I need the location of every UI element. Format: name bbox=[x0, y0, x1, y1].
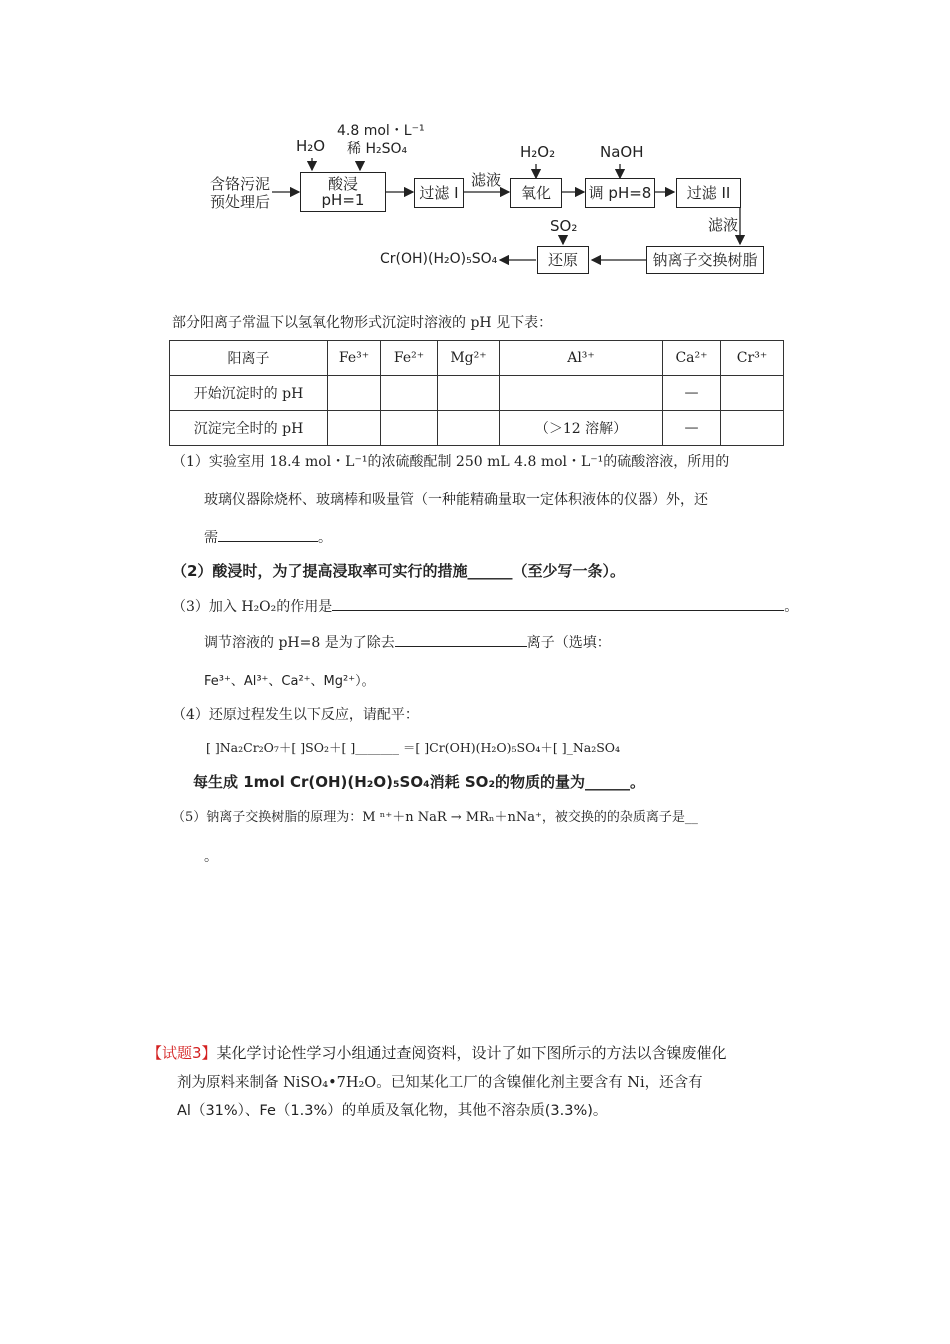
problem-3-line-3: Al（31%）、Fe（1.3%）的单质及氧化物，其他不溶杂质(3.3%)。 bbox=[177, 1103, 608, 1119]
table-cell bbox=[721, 411, 784, 446]
acid-label-1: 4.8 mol・L⁻¹ bbox=[337, 123, 425, 139]
precipitation-table bbox=[169, 340, 784, 446]
problem-3-tag: 【试题3】 bbox=[147, 1044, 217, 1062]
table-header-cell: Mg²⁺ bbox=[438, 341, 500, 376]
input-label-1: 含铬污泥 bbox=[210, 175, 271, 193]
table-cell bbox=[381, 411, 438, 446]
table-header-row bbox=[170, 341, 784, 376]
table-header-cell: Fe²⁺ bbox=[381, 341, 438, 376]
question-1-line-1: （1）实验室用 18.4 mol・L⁻¹的浓硫酸配制 250 mL 4.8 mol・L⁻¹的硫酸溶液，所用的 bbox=[172, 454, 730, 470]
table-cell: — bbox=[663, 376, 721, 411]
answer-blank bbox=[395, 632, 527, 647]
adjust-ph-label: 调 pH=8 bbox=[588, 183, 652, 202]
question-1-line-3-suffix: 。 bbox=[318, 530, 332, 546]
table-row bbox=[170, 411, 784, 446]
table-header-cell: Fe³⁺ bbox=[328, 341, 381, 376]
table-cell bbox=[438, 376, 500, 411]
table-cell: — bbox=[663, 411, 721, 446]
table-cell bbox=[381, 376, 438, 411]
filter-1-box bbox=[414, 178, 464, 208]
so2-label: SO₂ bbox=[550, 217, 578, 235]
table-cell: 沉淀完全时的 pH bbox=[170, 411, 328, 446]
h2o-label: H₂O bbox=[296, 137, 326, 155]
intro-text: 部分阳离子常温下以氢氧化物形式沉淀时溶液的 pH 见下表： bbox=[172, 315, 553, 331]
problem-3-line-2: 剂为原料来制备 NiSO₄•7H₂O。已知某化工厂的含镍催化剂主要含有 Ni，还含有 bbox=[177, 1075, 703, 1091]
h2o2-label: H₂O₂ bbox=[520, 143, 556, 161]
oxidize-label: 氧化 bbox=[520, 183, 551, 202]
ion-exchange-label: 钠离子交换树脂 bbox=[652, 250, 758, 269]
question-3b-suffix: 离子（选填： bbox=[526, 635, 611, 651]
table-header-cell: Al³⁺ bbox=[500, 341, 663, 376]
acid-label-2: 稀 H₂SO₄ bbox=[347, 141, 408, 157]
filtrate-label-2: 滤液 bbox=[708, 216, 739, 234]
filtrate-label-1: 滤液 bbox=[471, 171, 502, 189]
filter-2-box bbox=[676, 178, 741, 208]
answer-blank bbox=[332, 596, 784, 611]
question-1-line-3-prefix: 需 bbox=[204, 530, 218, 546]
question-3 bbox=[172, 596, 798, 616]
adjust-ph-box bbox=[585, 178, 655, 208]
question-4: （4）还原过程发生以下反应，请配平： bbox=[172, 707, 419, 723]
table-cell: （＞12 溶解） bbox=[500, 411, 663, 446]
question-4b: 每生成 1mol Cr(OH)(H₂O)₅SO₄消耗 SO₂的物质的量为______。 bbox=[193, 773, 646, 791]
acid-leach-ph: pH=1 bbox=[321, 191, 365, 209]
question-3b-prefix: 调节溶液的 pH=8 是为了除去 bbox=[204, 635, 395, 651]
filter-1-label: 过滤 I bbox=[419, 183, 459, 202]
question-3-suffix: 。 bbox=[784, 599, 799, 615]
input-label-2: 预处理后 bbox=[210, 193, 271, 211]
question-3-prefix: （3）加入 H₂O₂的作用是 bbox=[172, 599, 333, 615]
question-1-line-3 bbox=[204, 527, 332, 547]
table-cell bbox=[438, 411, 500, 446]
question-1-line-2: 玻璃仪器除烧杯、玻璃棒和吸量管（一种能精确量取一定体积液体的仪器）外，还 bbox=[204, 492, 708, 508]
question-2: （2）酸浸时，为了提高浸取率可实行的措施______（至少写一条）。 bbox=[172, 562, 625, 580]
question-5-line-2: 。 bbox=[204, 849, 218, 865]
ion-exchange-box bbox=[646, 246, 764, 274]
question-3c: Fe³⁺、Al³⁺、Ca²⁺、Mg²⁺）。 bbox=[204, 674, 375, 689]
table-header-cell: Ca²⁺ bbox=[663, 341, 721, 376]
table-header-cell: 阳离子 bbox=[170, 341, 328, 376]
filter-2-label: 过滤 II bbox=[686, 183, 731, 202]
question-3b bbox=[204, 632, 611, 652]
naoh-label: NaOH bbox=[600, 143, 644, 161]
problem-3-line-1 bbox=[147, 1042, 727, 1063]
table-cell: 开始沉淀时的 pH bbox=[170, 376, 328, 411]
table-cell bbox=[328, 411, 381, 446]
answer-blank bbox=[218, 527, 318, 542]
problem-3-text-1: 某化学讨论性学习小组通过查阅资料，设计了如下图所示的方法以含镍废催化 bbox=[216, 1044, 727, 1062]
table-cell bbox=[500, 376, 663, 411]
product-label: Cr(OH)(H₂O)₅SO₄ bbox=[380, 251, 498, 267]
table-row bbox=[170, 376, 784, 411]
acid-leach-label: 酸浸 bbox=[327, 174, 358, 193]
table-cell bbox=[721, 376, 784, 411]
table-header-cell: Cr³⁺ bbox=[721, 341, 784, 376]
question-4-equation: [ ]Na₂Cr₂O₇＋[ ]SO₂＋[ ]_______ ＝[ ]Cr(OH)(H₂O)₅SO₄＋[ ]_Na₂SO₄ bbox=[206, 740, 621, 755]
acid-leach-box bbox=[300, 172, 386, 212]
oxidize-box bbox=[510, 178, 562, 208]
question-5-line-1: （5）钠离子交换树脂的原理为：M ⁿ⁺＋n NaR → MRₙ＋nNa⁺，被交换的的杂质离子是__ bbox=[172, 810, 698, 825]
reduce-label: 还原 bbox=[547, 250, 578, 269]
reduce-box bbox=[537, 246, 589, 274]
table-cell bbox=[328, 376, 381, 411]
